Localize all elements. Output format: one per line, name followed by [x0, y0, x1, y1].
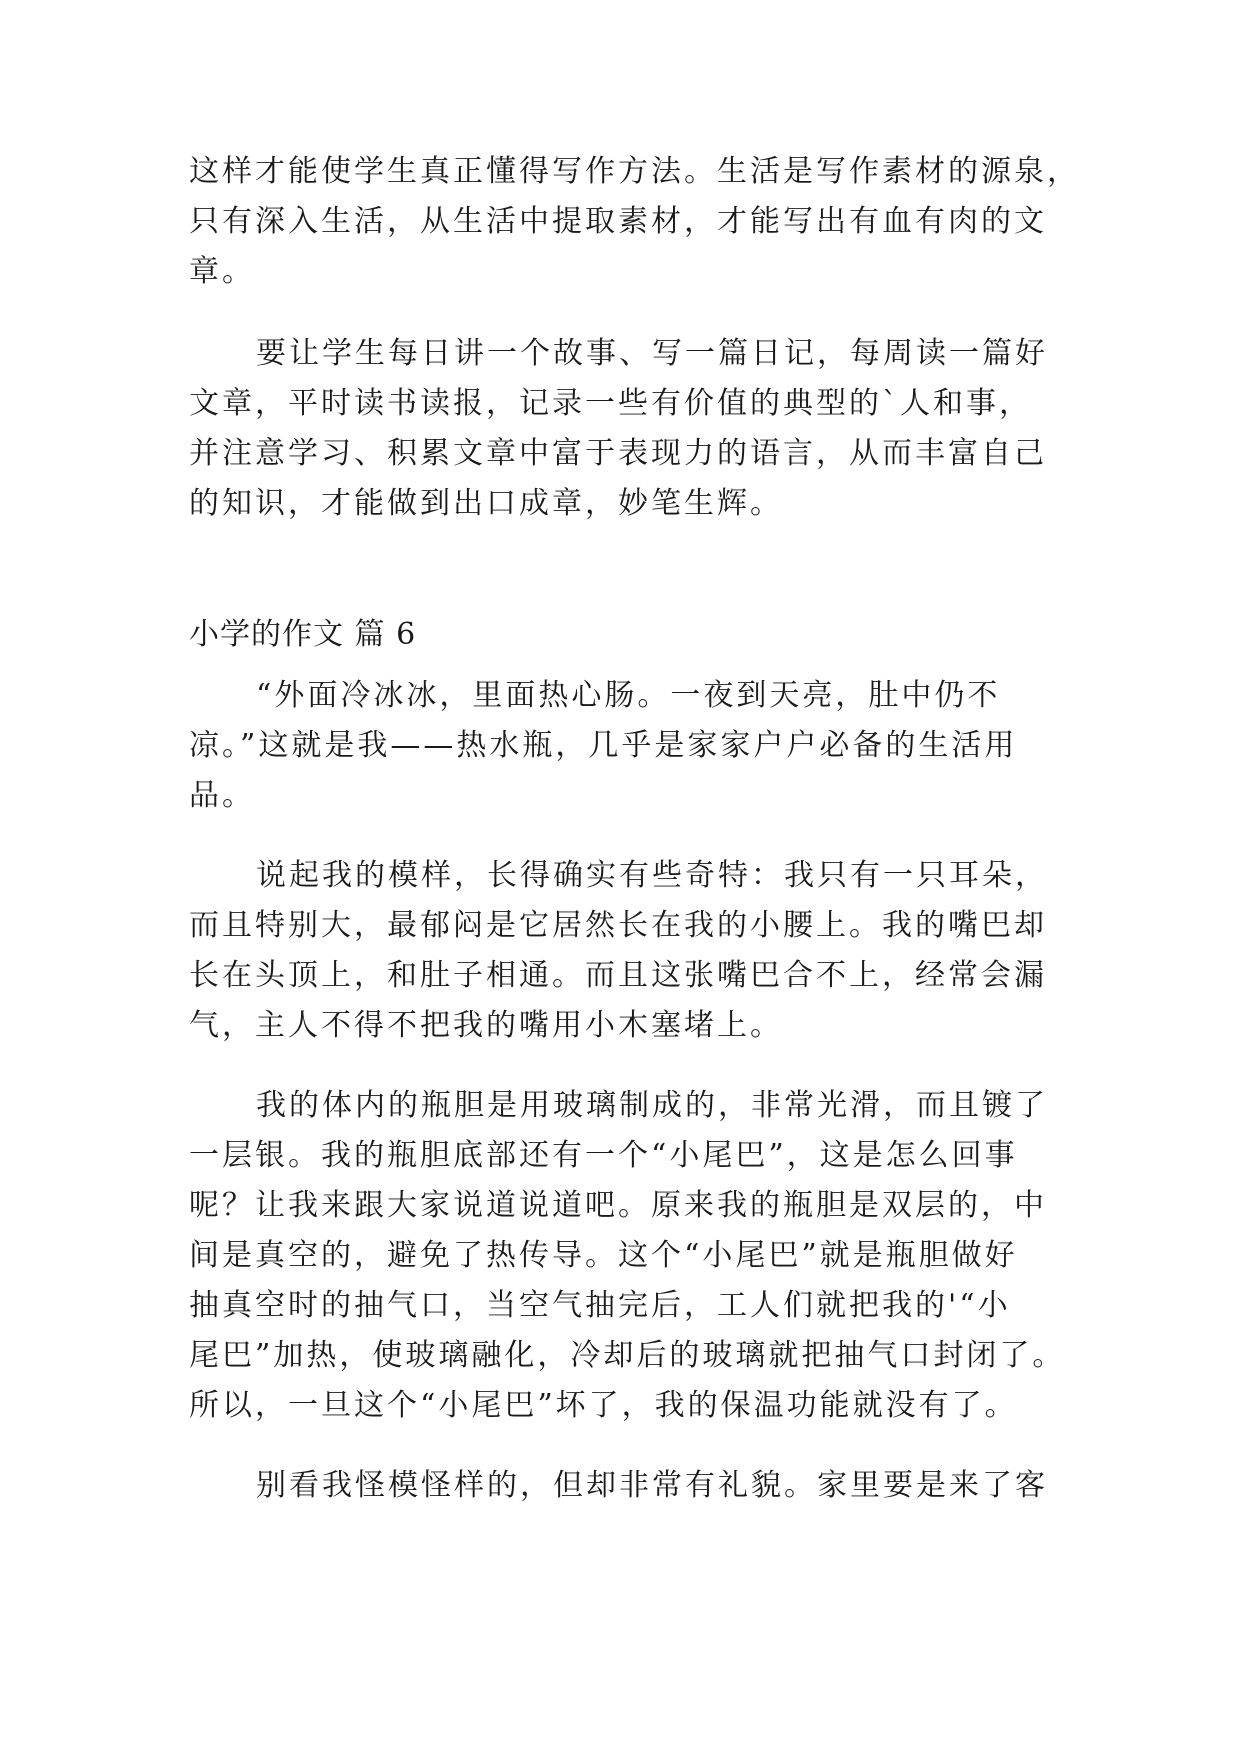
text-line: 并注意学习、积累文章中富于表现力的语言，从而丰富自己 [189, 436, 1047, 471]
paragraph-start-line: 别看我怪模怪样的，但却非常有礼貌。家里要是来了客 [256, 1468, 1048, 1503]
paragraph-start-line: 我的体内的瓶胆是用玻璃制成的，非常光滑，而且镀了 [256, 1088, 1048, 1123]
text-line: 气，主人不得不把我的嘴用小木塞堵上。 [189, 1008, 783, 1043]
text-line: 一层银。我的瓶胆底部还有一个“小尾巴”，这是怎么回事 [189, 1138, 1018, 1173]
text-line: 这样才能使学生真正懂得写作方法。生活是写作素材的源泉， [189, 154, 1080, 189]
text-line: 呢？让我来跟大家说道说道吧。原来我的瓶胆是双层的，中 [189, 1188, 1047, 1223]
paragraph-start-line: 要让学生每日讲一个故事、写一篇日记，每周读一篇好 [256, 336, 1048, 371]
text-line: 所以，一旦这个“小尾巴”坏了，我的保温功能就没有了。 [189, 1388, 1018, 1423]
text-line: 尾巴”加热，使玻璃融化，冷却后的玻璃就把抽气口封闭了。 [189, 1338, 1066, 1373]
text-line: 凉。”这就是我——热水瓶，几乎是家家户户必备的生活用 [189, 728, 1018, 763]
text-line: 间是真空的，避免了热传导。这个“小尾巴”就是瓶胆做好 [189, 1238, 1018, 1273]
text-line: 而且特别大，最郁闷是它居然长在我的小腰上。我的嘴巴却 [189, 908, 1047, 943]
paragraph-start-line: “外面冷冰冰，里面热心肠。一夜到天亮，肚中仍不 [256, 678, 1001, 713]
text-line: 长在头顶上，和肚子相通。而且这张嘴巴合不上，经常会漏 [189, 958, 1047, 993]
text-line: 品。 [189, 778, 255, 813]
text-line: 章。 [189, 254, 255, 289]
text-line: 文章，平时读书读报，记录一些有价值的典型的`人和事， [189, 386, 1032, 421]
paragraph-start-line: 说起我的模样，长得确实有些奇特：我只有一只耳朵， [256, 858, 1048, 893]
text-line: 抽真空时的抽气口，当空气抽完后，工人们就把我的'“小 [189, 1288, 1011, 1323]
text-line: 只有深入生活，从生活中提取素材，才能写出有血有肉的文 [189, 204, 1047, 239]
text-line: 的知识，才能做到出口成章，妙笔生辉。 [189, 486, 783, 521]
section-heading: 小学的作文 篇 6 [189, 617, 417, 652]
